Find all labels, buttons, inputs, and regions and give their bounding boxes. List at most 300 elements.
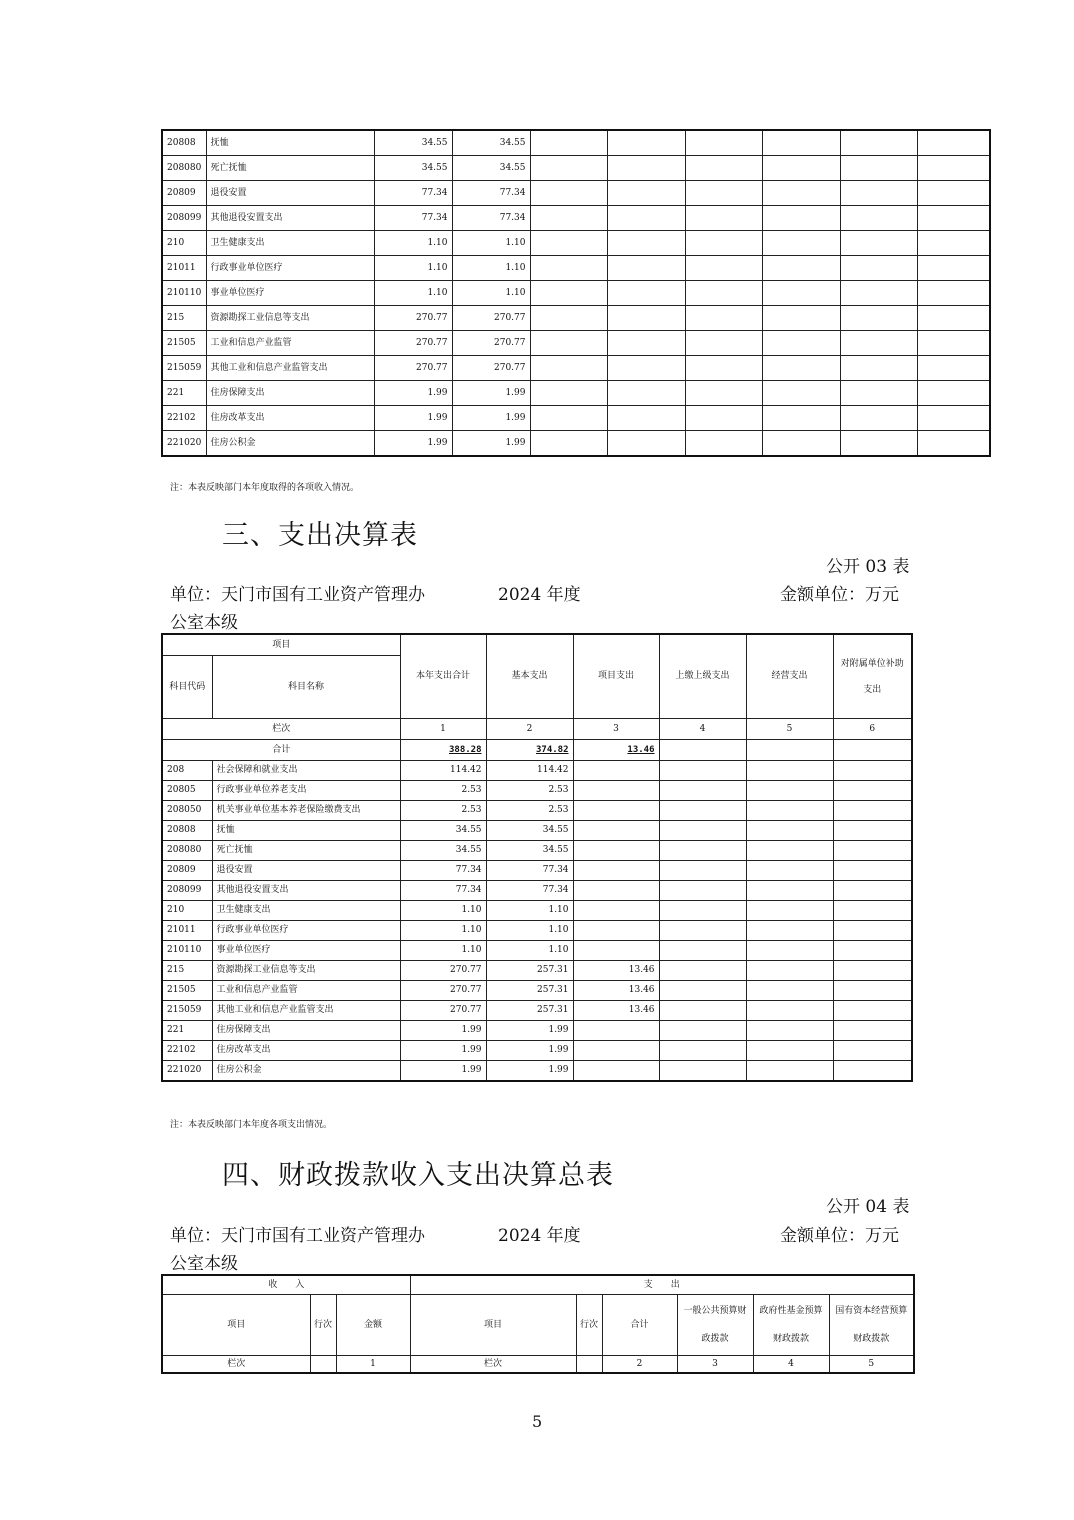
row-name: 其他退役安置支出	[212, 881, 400, 901]
row-code: 20809	[162, 181, 206, 206]
row-value: 1.99	[452, 381, 530, 406]
row-code: 21505	[162, 981, 212, 1001]
empty-cell	[833, 1001, 912, 1021]
empty-cell	[833, 941, 912, 961]
empty-cell	[659, 961, 746, 981]
row-total: 77.34	[400, 861, 486, 881]
col-label: 栏次	[162, 1356, 310, 1374]
empty-cell	[607, 381, 685, 406]
header-row-no: 行次	[310, 1295, 336, 1356]
empty-cell	[607, 431, 685, 457]
empty-cell	[917, 406, 990, 431]
row-value: 34.55	[374, 156, 452, 181]
empty-cell	[917, 130, 990, 156]
table-row	[162, 901, 912, 921]
empty-cell	[840, 256, 917, 281]
col-num: 6	[833, 719, 912, 740]
col-num: 3	[677, 1356, 753, 1374]
row-basic: 1.99	[486, 1021, 573, 1041]
row-code: 210110	[162, 941, 212, 961]
empty-cell	[746, 1001, 833, 1021]
col-num: 5	[746, 719, 833, 740]
row-name: 社会保障和就业支出	[212, 761, 400, 781]
row-code: 210	[162, 901, 212, 921]
empty-cell	[833, 1041, 912, 1061]
empty-cell	[840, 130, 917, 156]
empty-cell	[833, 921, 912, 941]
empty-cell	[917, 431, 990, 457]
row-value: 1.99	[374, 381, 452, 406]
row-code: 210	[162, 231, 206, 256]
empty-cell	[530, 406, 607, 431]
empty-cell	[659, 1041, 746, 1061]
table-row	[162, 781, 912, 801]
header-project: 项目支出	[573, 634, 659, 719]
table-row	[162, 761, 912, 781]
empty-cell	[840, 356, 917, 381]
empty-cell	[840, 306, 917, 331]
table-row	[162, 256, 990, 281]
row-name: 机关事业单位基本养老保险缴费支出	[212, 801, 400, 821]
empty-cell	[607, 356, 685, 381]
col-label-2: 栏次	[410, 1356, 576, 1374]
empty-cell	[840, 406, 917, 431]
table-row	[162, 356, 990, 381]
empty-cell	[833, 781, 912, 801]
row-name: 行政事业单位养老支出	[212, 781, 400, 801]
table-row	[162, 1001, 912, 1021]
row-basic: 257.31	[486, 961, 573, 981]
row-name: 死亡抚恤	[212, 841, 400, 861]
row-value: 270.77	[452, 306, 530, 331]
empty-cell	[607, 331, 685, 356]
row-project	[573, 801, 659, 821]
empty-cell	[530, 256, 607, 281]
empty-cell	[762, 406, 840, 431]
empty-cell	[530, 130, 607, 156]
row-total: 114.42	[400, 761, 486, 781]
table-row	[162, 821, 912, 841]
header-amount: 金额	[336, 1295, 410, 1356]
empty-cell	[659, 921, 746, 941]
col-num: 4	[659, 719, 746, 740]
empty-cell	[840, 381, 917, 406]
table-row	[162, 1021, 912, 1041]
row-project	[573, 781, 659, 801]
header-state-capital: 国有资本经营预算财政拨款	[829, 1295, 914, 1356]
empty-cell	[685, 381, 762, 406]
empty-cell	[530, 356, 607, 381]
header-total: 本年支出合计	[400, 634, 486, 719]
row-total: 1.10	[400, 901, 486, 921]
table-row	[162, 331, 990, 356]
empty-cell	[746, 841, 833, 861]
empty-cell	[530, 331, 607, 356]
row-name: 事业单位医疗	[212, 941, 400, 961]
row-code: 215	[162, 306, 206, 331]
row-value: 1.10	[452, 256, 530, 281]
row-total: 1.99	[400, 1041, 486, 1061]
row-basic: 257.31	[486, 981, 573, 1001]
row-basic: 1.99	[486, 1041, 573, 1061]
row-code: 208050	[162, 801, 212, 821]
empty-cell	[685, 356, 762, 381]
empty-cell	[917, 356, 990, 381]
empty-cell	[746, 921, 833, 941]
row-project: 13.46	[573, 981, 659, 1001]
row-value: 1.10	[452, 281, 530, 306]
total-label: 合计	[162, 740, 400, 761]
empty-cell	[833, 841, 912, 861]
row-total: 34.55	[400, 821, 486, 841]
row-basic: 1.10	[486, 941, 573, 961]
row-name: 住房保障支出	[206, 381, 374, 406]
empty-cell	[917, 156, 990, 181]
empty-cell	[530, 206, 607, 231]
header-income: 收 入	[162, 1275, 410, 1295]
row-name: 工业和信息产业监管	[212, 981, 400, 1001]
empty-cell	[917, 306, 990, 331]
empty-cell	[746, 1021, 833, 1041]
row-value: 77.34	[374, 206, 452, 231]
empty-cell	[659, 861, 746, 881]
row-name: 住房改革支出	[206, 406, 374, 431]
empty-cell	[530, 381, 607, 406]
empty-cell	[659, 841, 746, 861]
empty-cell	[840, 206, 917, 231]
empty-cell	[762, 206, 840, 231]
empty-cell	[762, 306, 840, 331]
table-row	[162, 156, 990, 181]
row-project	[573, 1061, 659, 1082]
empty-cell	[659, 781, 746, 801]
empty-cell	[833, 981, 912, 1001]
empty-cell	[762, 181, 840, 206]
empty-cell	[659, 881, 746, 901]
row-basic: 2.53	[486, 781, 573, 801]
section3-year: 2024 年度	[498, 585, 581, 605]
row-basic: 77.34	[486, 881, 573, 901]
header-name: 科目名称	[212, 656, 400, 719]
row-code: 20809	[162, 861, 212, 881]
header-row-no-2: 行次	[576, 1295, 602, 1356]
table-row	[162, 306, 990, 331]
row-total: 1.10	[400, 941, 486, 961]
row-total: 270.77	[400, 961, 486, 981]
header-item: 项目	[162, 634, 400, 656]
table-row	[162, 381, 990, 406]
empty-cell	[607, 306, 685, 331]
empty-cell	[840, 281, 917, 306]
section4-unit: 单位：天门市国有工业资产管理办	[170, 1226, 425, 1246]
header-income-item: 项目	[162, 1295, 310, 1356]
header-upper: 上缴上级支出	[659, 634, 746, 719]
row-value: 34.55	[374, 130, 452, 156]
section3-form-no: 公开 03 表	[826, 557, 910, 577]
table-row	[162, 921, 912, 941]
row-total: 1.99	[400, 1021, 486, 1041]
row-name: 抚恤	[206, 130, 374, 156]
row-code: 21011	[162, 256, 206, 281]
empty-cell	[685, 431, 762, 457]
empty-cell	[659, 941, 746, 961]
row-code: 21011	[162, 921, 212, 941]
empty-cell	[746, 1061, 833, 1082]
row-name: 住房保障支出	[212, 1021, 400, 1041]
total-sum: 388.28	[449, 744, 482, 755]
empty-cell	[762, 381, 840, 406]
expenditure-table	[161, 633, 913, 1082]
empty-cell	[659, 901, 746, 921]
row-value: 1.99	[452, 406, 530, 431]
empty-cell	[607, 281, 685, 306]
row-value: 1.99	[374, 406, 452, 431]
empty-cell	[685, 181, 762, 206]
empty-cell	[685, 331, 762, 356]
row-code: 210110	[162, 281, 206, 306]
row-name: 卫生健康支出	[206, 231, 374, 256]
empty-cell	[762, 431, 840, 457]
row-code: 22102	[162, 406, 206, 431]
row-project: 13.46	[573, 1001, 659, 1021]
row-code: 208	[162, 761, 212, 781]
empty-cell	[833, 961, 912, 981]
row-basic: 257.31	[486, 1001, 573, 1021]
section4-year: 2024 年度	[498, 1226, 581, 1246]
table-row	[162, 841, 912, 861]
total-basic: 374.82	[536, 744, 569, 755]
empty-cell	[917, 231, 990, 256]
empty-cell	[746, 861, 833, 881]
empty-cell	[833, 1061, 912, 1082]
empty-cell	[607, 406, 685, 431]
row-name: 抚恤	[212, 821, 400, 841]
row-code: 221020	[162, 1061, 212, 1082]
row-name: 行政事业单位医疗	[212, 921, 400, 941]
empty-cell	[762, 130, 840, 156]
row-name: 工业和信息产业监管	[206, 331, 374, 356]
empty-cell	[917, 281, 990, 306]
empty-cell	[746, 821, 833, 841]
row-code: 20805	[162, 781, 212, 801]
row-code: 221	[162, 1021, 212, 1041]
table-row	[162, 941, 912, 961]
table1-note: 注：本表反映部门本年度取得的各项收入情况。	[170, 483, 360, 493]
row-project	[573, 901, 659, 921]
empty-cell	[685, 256, 762, 281]
table-row	[162, 1041, 912, 1061]
row-name: 卫生健康支出	[212, 901, 400, 921]
empty-cell	[685, 281, 762, 306]
empty-cell	[659, 761, 746, 781]
table-row	[162, 881, 912, 901]
empty-cell	[833, 761, 912, 781]
col-label: 栏次	[162, 719, 400, 740]
empty-cell	[659, 821, 746, 841]
row-name: 退役安置	[212, 861, 400, 881]
row-total: 34.55	[400, 841, 486, 861]
empty-cell	[607, 181, 685, 206]
row-project: 13.46	[573, 961, 659, 981]
col-num: 1	[400, 719, 486, 740]
empty-cell	[685, 406, 762, 431]
section3-unit: 单位：天门市国有工业资产管理办	[170, 585, 425, 605]
empty-cell	[833, 801, 912, 821]
row-value: 1.99	[452, 431, 530, 457]
row-project	[573, 941, 659, 961]
empty-cell	[762, 256, 840, 281]
table-row	[162, 801, 912, 821]
row-value: 270.77	[452, 356, 530, 381]
row-name: 事业单位医疗	[206, 281, 374, 306]
empty-cell	[659, 1001, 746, 1021]
empty-cell	[762, 231, 840, 256]
empty-cell	[746, 761, 833, 781]
row-name: 住房公积金	[206, 431, 374, 457]
row-total: 77.34	[400, 881, 486, 901]
empty-cell	[833, 901, 912, 921]
table-row	[162, 406, 990, 431]
empty-cell	[685, 130, 762, 156]
row-name: 退役安置	[206, 181, 374, 206]
row-basic: 114.42	[486, 761, 573, 781]
table-row	[162, 861, 912, 881]
row-total: 270.77	[400, 1001, 486, 1021]
empty-cell	[833, 861, 912, 881]
row-total: 2.53	[400, 801, 486, 821]
empty-cell	[746, 1041, 833, 1061]
table-row	[162, 431, 990, 457]
table-row	[162, 281, 990, 306]
section4-form-no: 公开 04 表	[826, 1197, 910, 1217]
header-total: 合计	[602, 1295, 677, 1356]
empty-cell	[840, 431, 917, 457]
empty-cell	[762, 331, 840, 356]
col-num: 3	[573, 719, 659, 740]
row-value: 34.55	[452, 130, 530, 156]
empty-cell	[833, 1021, 912, 1041]
header-fund: 政府性基金预算财政拨款	[753, 1295, 829, 1356]
empty-cell	[607, 156, 685, 181]
col-num: 4	[753, 1356, 829, 1374]
row-code: 215059	[162, 1001, 212, 1021]
empty-cell	[840, 231, 917, 256]
empty-cell	[685, 231, 762, 256]
empty-cell	[762, 156, 840, 181]
empty-cell	[917, 331, 990, 356]
row-total: 1.10	[400, 921, 486, 941]
row-total: 1.99	[400, 1061, 486, 1082]
empty-cell	[607, 130, 685, 156]
section4-unit-cont: 公室本级	[170, 1254, 238, 1274]
header-code: 科目代码	[162, 656, 212, 719]
page-number: 5	[532, 1412, 543, 1431]
row-code: 221	[162, 381, 206, 406]
empty-cell	[746, 941, 833, 961]
row-basic: 1.99	[486, 1061, 573, 1082]
row-project	[573, 1041, 659, 1061]
row-value: 34.55	[452, 156, 530, 181]
section3-title: 三、支出决算表	[222, 520, 418, 551]
empty-cell	[607, 256, 685, 281]
empty-cell	[530, 431, 607, 457]
col-num: 5	[829, 1356, 914, 1374]
row-value: 1.99	[374, 431, 452, 457]
col-num: 1	[336, 1356, 410, 1374]
empty-cell	[659, 1021, 746, 1041]
empty-cell	[607, 206, 685, 231]
empty-cell	[607, 231, 685, 256]
header-basic: 基本支出	[486, 634, 573, 719]
row-name: 其他工业和信息产业监管支出	[206, 356, 374, 381]
row-value: 77.34	[374, 181, 452, 206]
table-row	[162, 981, 912, 1001]
empty-cell	[917, 206, 990, 231]
row-basic: 2.53	[486, 801, 573, 821]
table-row	[162, 206, 990, 231]
empty-cell	[685, 306, 762, 331]
row-project	[573, 921, 659, 941]
empty-cell	[530, 156, 607, 181]
row-name: 其他工业和信息产业监管支出	[212, 1001, 400, 1021]
section3-unit-cont: 公室本级	[170, 613, 238, 633]
empty-cell	[917, 181, 990, 206]
section3-note: 注：本表反映部门本年度各项支出情况。	[170, 1120, 333, 1130]
empty-cell	[659, 1061, 746, 1082]
header-subsidy: 对附属单位补助支出	[833, 634, 912, 719]
row-value: 270.77	[374, 356, 452, 381]
section4-title: 四、财政拨款收入支出决算总表	[222, 1160, 614, 1191]
empty-cell	[746, 901, 833, 921]
row-value: 1.10	[374, 231, 452, 256]
row-value: 1.10	[374, 281, 452, 306]
row-value: 1.10	[374, 256, 452, 281]
empty-cell	[833, 821, 912, 841]
empty-cell	[685, 206, 762, 231]
empty-cell	[530, 181, 607, 206]
empty-cell	[746, 801, 833, 821]
row-name: 住房公积金	[212, 1061, 400, 1082]
empty-cell	[762, 281, 840, 306]
row-basic: 1.10	[486, 921, 573, 941]
row-value: 270.77	[374, 306, 452, 331]
row-code: 208080	[162, 156, 206, 181]
table-row	[162, 231, 990, 256]
fiscal-appropriation-table	[161, 1274, 915, 1374]
row-name: 资源勘探工业信息等支出	[206, 306, 374, 331]
empty-cell	[917, 381, 990, 406]
row-code: 208099	[162, 206, 206, 231]
row-name: 死亡抚恤	[206, 156, 374, 181]
row-code: 208080	[162, 841, 212, 861]
row-project	[573, 881, 659, 901]
row-code: 20808	[162, 821, 212, 841]
empty-cell	[659, 981, 746, 1001]
row-total: 270.77	[400, 981, 486, 1001]
row-code: 21505	[162, 331, 206, 356]
header-business: 经营支出	[746, 634, 833, 719]
row-code: 215	[162, 961, 212, 981]
row-code: 20808	[162, 130, 206, 156]
row-basic: 77.34	[486, 861, 573, 881]
col-num: 2	[486, 719, 573, 740]
empty-cell	[746, 961, 833, 981]
row-name: 行政事业单位医疗	[206, 256, 374, 281]
table-row	[162, 961, 912, 981]
empty-cell	[746, 981, 833, 1001]
row-value: 77.34	[452, 206, 530, 231]
empty-cell	[530, 231, 607, 256]
